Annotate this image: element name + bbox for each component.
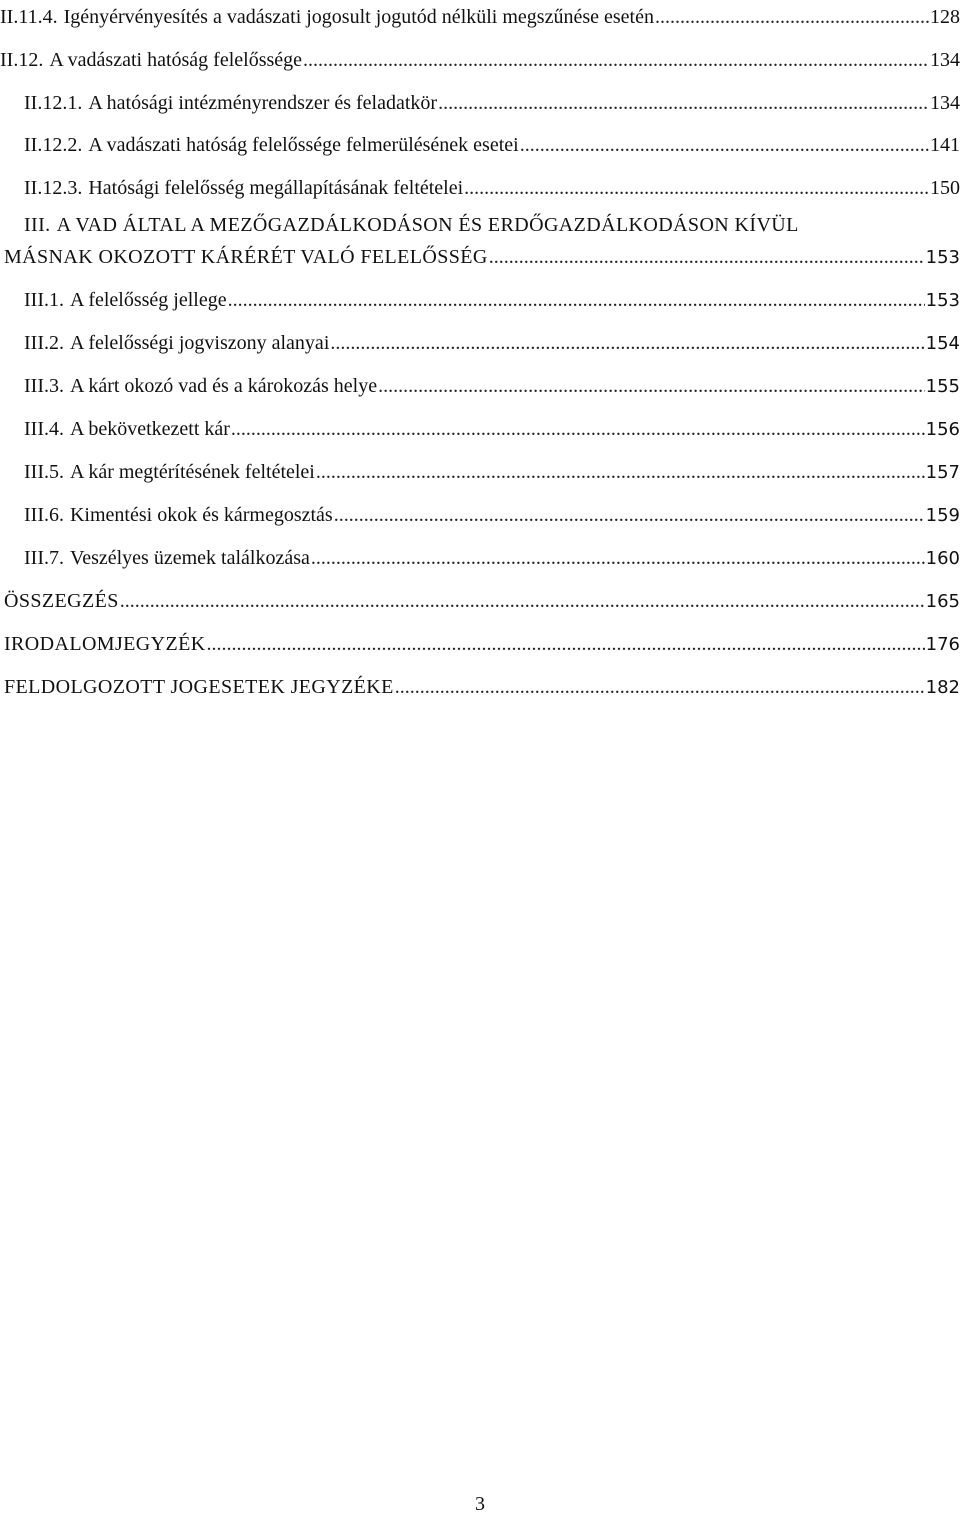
toc-title: Hatósági felelősség megállapításának feltételei: [88, 177, 464, 199]
toc-page: 159: [925, 505, 960, 526]
toc-number: II.12.1.: [24, 92, 83, 114]
toc-entry: [0, 331, 960, 356]
toc-page: 176: [925, 634, 960, 655]
toc-leader: [334, 503, 925, 527]
toc-entry: [0, 91, 960, 115]
toc-leader: [378, 374, 925, 398]
toc-number: III.3.: [24, 375, 64, 397]
toc-page: 128: [930, 6, 960, 28]
toc-entry: [0, 288, 960, 313]
toc-number: III.7.: [24, 547, 64, 569]
toc-entry: [0, 503, 960, 528]
toc-number: II.12.3.: [24, 177, 83, 199]
toc-entry-top-level: [0, 675, 960, 700]
toc-title: Veszélyes üzemek találkozása: [69, 547, 310, 569]
toc-number: III.: [24, 214, 51, 236]
toc-title-line1: A VAD ÁLTAL A MEZŐGAZDÁLKODÁSON ÉS ERDŐGAZDÁLKODÁSON KÍVÜL: [56, 214, 799, 236]
toc-entry-top-level: [0, 589, 960, 614]
toc-entry: [0, 460, 960, 485]
toc-leader: [655, 5, 929, 29]
toc-page: 141: [930, 134, 960, 156]
toc-entry-chapter: [0, 210, 960, 240]
toc-title: Igényérvényesítés a vadászati jogosult jogutód nélküli megszűnése esetén: [63, 6, 654, 28]
toc-leader: [231, 417, 925, 441]
toc-page: 160: [925, 548, 960, 569]
toc-page: 154: [925, 333, 960, 354]
toc-leader: [316, 460, 925, 484]
toc-leader: [464, 176, 929, 200]
toc-page: 150: [930, 177, 960, 199]
toc-page: 157: [925, 462, 960, 483]
toc-entry: [0, 5, 960, 29]
toc-leader: [207, 632, 925, 656]
toc-page: 153: [925, 290, 960, 311]
toc-entry: [0, 133, 960, 157]
toc-title: A felelősségi jogviszony alanyai: [69, 332, 330, 354]
toc-leader: [438, 91, 929, 115]
toc-number: II.12.2.: [24, 134, 83, 156]
toc-title-line2: MÁSNAK OKOZOTT KÁRÉRÉT VALÓ FELELŐSSÉG: [4, 246, 488, 268]
toc-entry: [0, 546, 960, 571]
toc-leader: [330, 331, 924, 355]
toc-number: III.6.: [24, 504, 64, 526]
page-number: 3: [475, 1493, 485, 1515]
toc-number: III.5.: [24, 461, 64, 483]
toc-title: Kimentési okok és kármegosztás: [69, 504, 333, 526]
toc-title: ÖSSZEGZÉS: [4, 590, 119, 612]
toc-leader: [520, 133, 929, 157]
toc-page: 156: [925, 419, 960, 440]
toc-title: A felelősség jellege: [69, 289, 227, 311]
toc-title: FELDOLGOZOTT JOGESETEK JEGYZÉKE: [4, 676, 394, 698]
toc-title: A kárt okozó vad és a károkozás helye: [69, 375, 378, 397]
toc-entry-continuation: [0, 245, 960, 270]
toc-leader: [120, 589, 925, 613]
toc-title: A kár megtérítésének feltételei: [69, 461, 315, 483]
toc-title: IRODALOMJEGYZÉK: [4, 633, 206, 655]
toc-number: II.11.4.: [0, 6, 58, 28]
toc-page: 182: [925, 677, 960, 698]
toc-leader: [395, 675, 925, 699]
toc-number: III.2.: [24, 332, 64, 354]
toc-leader: [311, 546, 925, 570]
toc-page: 155: [925, 376, 960, 397]
toc-page: 153: [925, 247, 960, 268]
toc-entry: [0, 176, 960, 200]
toc-entry-top-level: [0, 632, 960, 657]
toc-title: A vadászati hatóság felelőssége felmerülésének esetei: [88, 134, 519, 156]
toc-leader: [228, 288, 925, 312]
toc-title: A hatósági intézményrendszer és feladatkör: [88, 92, 438, 114]
toc-page: 134: [930, 49, 960, 71]
toc-entry: [0, 48, 960, 72]
toc-page: 165: [925, 591, 960, 612]
toc-leader: [303, 48, 929, 72]
toc-number: III.1.: [24, 289, 64, 311]
toc-page: 134: [930, 92, 960, 114]
toc-title: A bekövetkezett kár: [69, 418, 230, 440]
toc-title: A vadászati hatóság felelőssége: [49, 49, 303, 71]
toc-entry: [0, 374, 960, 399]
toc-entry: [0, 417, 960, 442]
toc-number: III.4.: [24, 418, 64, 440]
toc-number: II.12.: [0, 49, 44, 71]
toc-leader: [489, 245, 925, 269]
